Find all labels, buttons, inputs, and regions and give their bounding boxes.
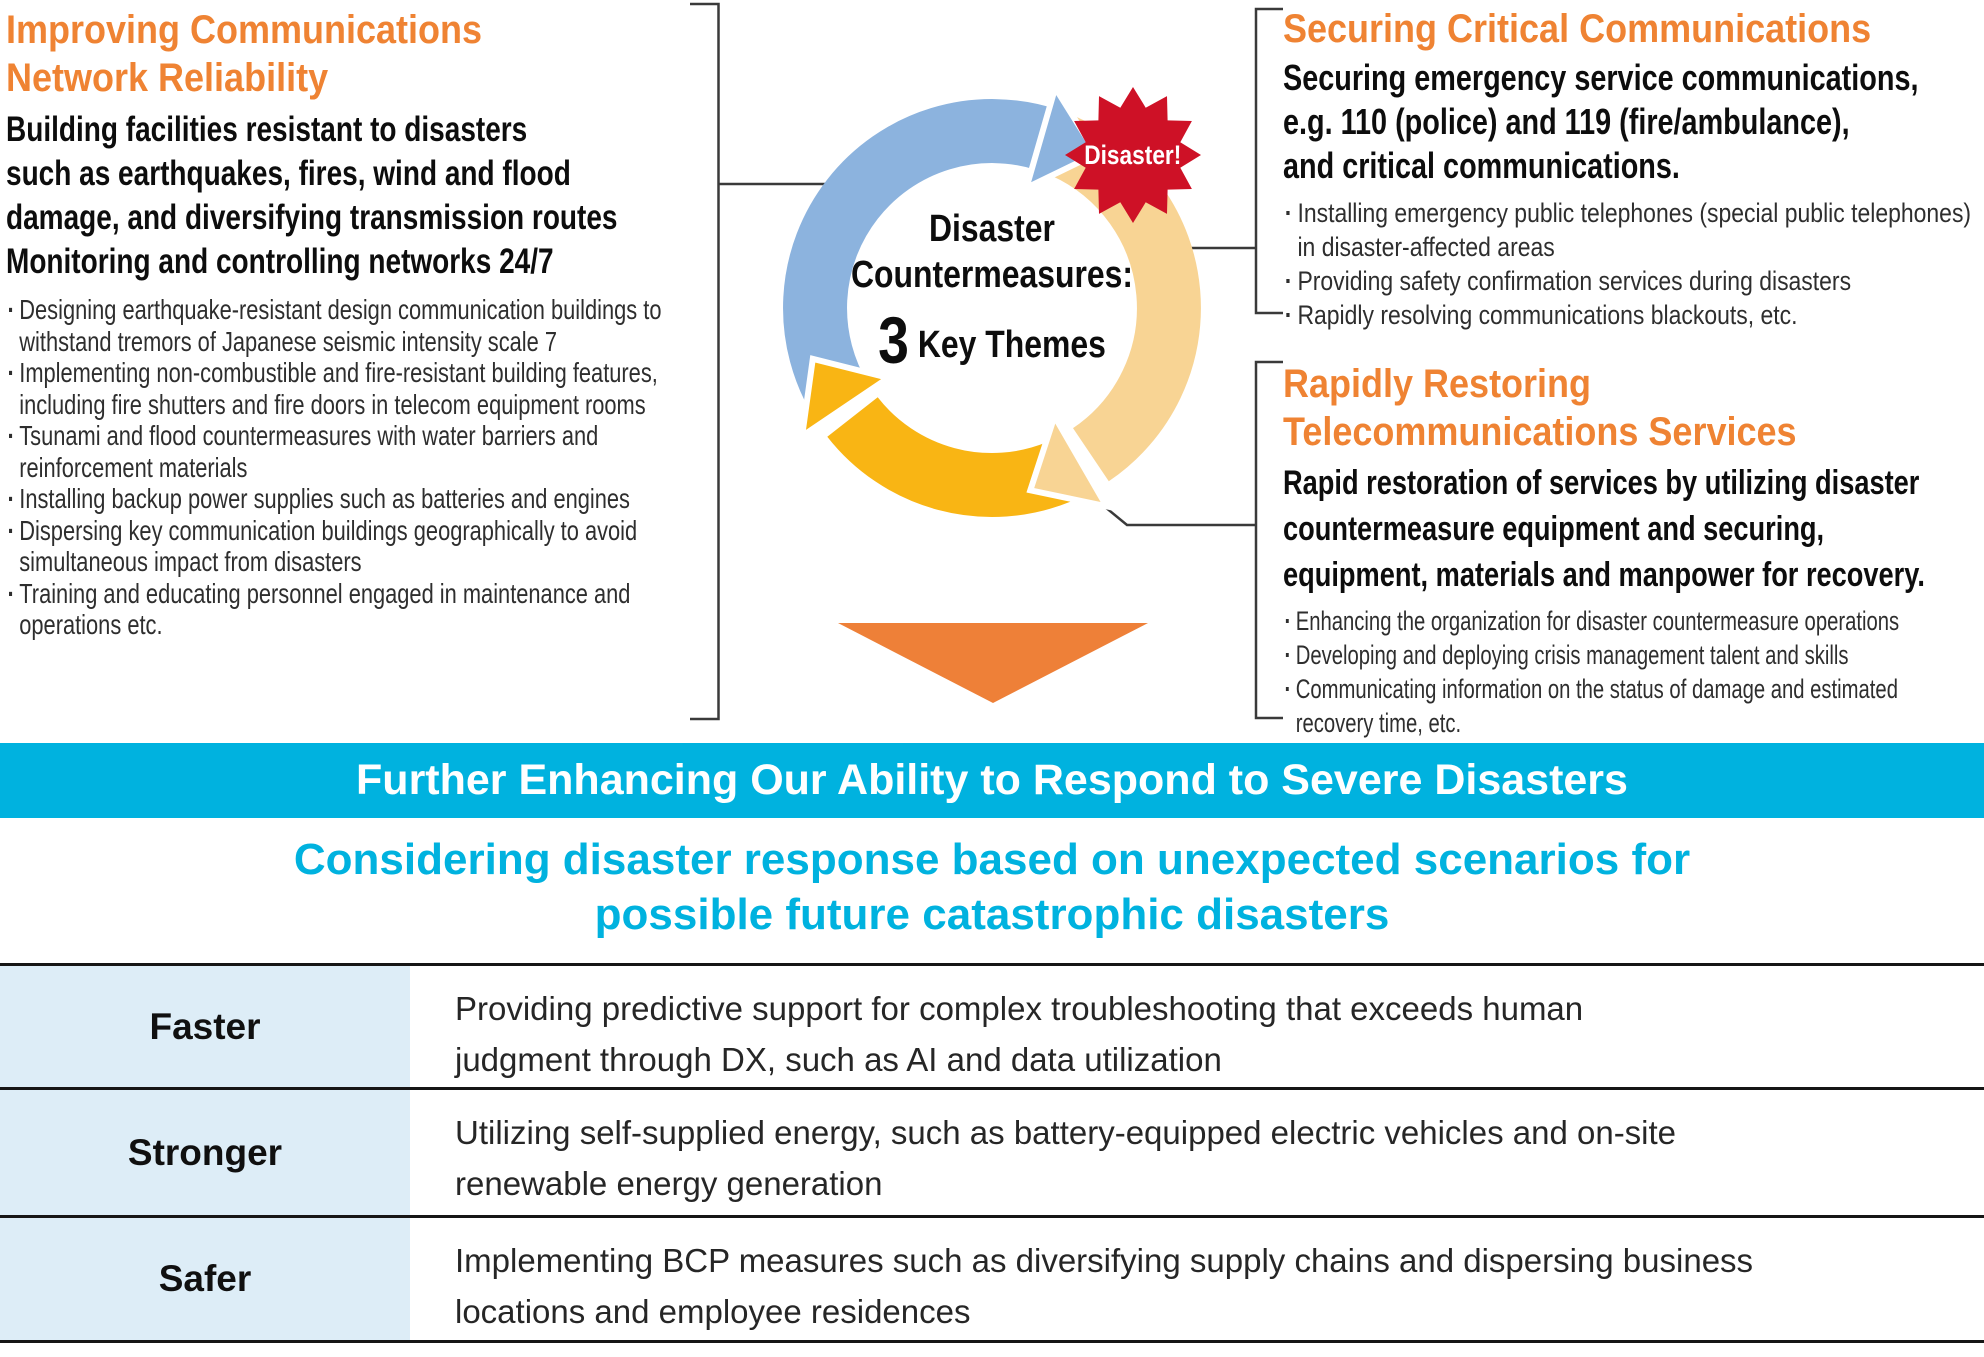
left-heading-line1: Improving Communications bbox=[6, 8, 483, 52]
panel-network-reliability bbox=[6, 6, 694, 641]
cycle-title-line2: Countermeasures: bbox=[850, 254, 1134, 296]
bullet-item: · Designing earthquake-resistant design communication buildings to withstand tremors of Japanese seismic intensity scale 7 bbox=[6, 294, 694, 357]
bullet-item: · Installing emergency public telephones (special public telephones) in disaster-affected areas bbox=[1283, 196, 1981, 264]
bullet-item: · Implementing non-combustible and fire-resistant building features, including fire shutters and fire doors in telecom equipment rooms bbox=[6, 357, 694, 420]
disaster-badge-text: Disaster! bbox=[1084, 139, 1182, 170]
bullet-item: · Dispersing key communication buildings geographically to avoid simultaneous impact from disasters bbox=[6, 515, 694, 578]
table-text-line: Implementing BCP measures such as diversifying supply chains and dispersing business bbox=[455, 1242, 1754, 1279]
table-row-safer bbox=[0, 1215, 1984, 1343]
bullet-item: · Communicating information on the status of damage and estimated recovery time, etc. bbox=[1283, 672, 1981, 740]
right-top-bullet-list bbox=[1283, 196, 1981, 332]
bracket-left bbox=[690, 4, 719, 719]
bullet-item: · Developing and deploying crisis management talent and skills bbox=[1283, 638, 1981, 672]
right-bottom-heading-line: Rapidly Restoring bbox=[1283, 362, 1592, 406]
response-table bbox=[0, 963, 1984, 1343]
table-text-line: judgment through DX, such as AI and data utilization bbox=[455, 1041, 1222, 1078]
cycle-count-line bbox=[824, 302, 1160, 378]
right-bottom-sub-line: countermeasure equipment and securing, bbox=[1283, 510, 1825, 548]
right-top-heading bbox=[1283, 6, 1981, 52]
scenario-heading-line1: Considering disaster response based on unexpected scenarios for bbox=[293, 835, 1691, 884]
right-top-heading-line: Securing Critical Communications bbox=[1283, 7, 1872, 51]
cycle-title-line1: Disaster bbox=[929, 208, 1055, 250]
right-bottom-sub-line: equipment, materials and manpower for recovery. bbox=[1283, 556, 1925, 594]
right-bottom-heading bbox=[1283, 360, 1981, 456]
cycle-center-label bbox=[792, 206, 1192, 378]
table-text-line: renewable energy generation bbox=[455, 1165, 883, 1202]
table-text-line: Providing predictive support for complex troubleshooting that exceeds human bbox=[455, 990, 1584, 1027]
disaster-badge-label bbox=[1053, 129, 1213, 181]
left-heading-line2: Network Reliability bbox=[6, 56, 329, 100]
right-top-subheading bbox=[1283, 56, 1981, 188]
right-top-sub-line: Securing emergency service communications, bbox=[1283, 57, 1919, 98]
right-bottom-subheading bbox=[1283, 460, 1981, 598]
table-row-label: Safer bbox=[0, 1218, 410, 1340]
bullet-item: · Enhancing the organization for disaster countermeasure operations bbox=[1283, 604, 1981, 638]
left-subheading bbox=[6, 108, 694, 284]
right-bottom-bullet-list bbox=[1283, 604, 1981, 740]
right-bottom-heading-line: Telecommunications Services bbox=[1283, 410, 1797, 454]
panel-critical-communications bbox=[1283, 6, 1981, 332]
banner-text: Further Enhancing Our Ability to Respond to Severe Disasters bbox=[356, 756, 1628, 804]
left-sub-line: such as earthquakes, fires, wind and flood bbox=[6, 154, 571, 193]
left-sub-line: damage, and diversifying transmission routes bbox=[6, 198, 618, 237]
bullet-item: · Providing safety confirmation services during disasters bbox=[1283, 264, 1981, 298]
table-row-text bbox=[410, 1218, 1763, 1340]
table-row-label: Stronger bbox=[0, 1090, 410, 1215]
bullet-item: · Installing backup power supplies such as batteries and engines bbox=[6, 483, 694, 515]
table-row-label: Faster bbox=[0, 966, 410, 1087]
down-arrow-triangle bbox=[838, 623, 1148, 703]
table-text-line: locations and employee residences bbox=[455, 1293, 971, 1330]
left-bullet-list bbox=[6, 294, 694, 641]
right-top-sub-line: and critical communications. bbox=[1283, 145, 1680, 186]
cycle-arc-yellow bbox=[853, 417, 1059, 485]
table-row-text bbox=[410, 1090, 1686, 1215]
right-bottom-sub-line: Rapid restoration of services by utilizing disaster bbox=[1283, 464, 1920, 502]
bullet-item: · Rapidly resolving communications blackouts, etc. bbox=[1283, 298, 1981, 332]
left-sub-line: Building facilities resistant to disasters bbox=[6, 110, 528, 149]
cycle-count-label: Key Themes bbox=[908, 324, 1106, 366]
scenario-heading bbox=[0, 832, 1984, 942]
table-row-faster bbox=[0, 963, 1984, 1087]
table-text-line: Utilizing self-supplied energy, such as battery-equipped electric vehicles and on-site bbox=[455, 1114, 1677, 1151]
panel-restoring-services bbox=[1283, 360, 1981, 740]
bracket-right-top bbox=[1256, 9, 1283, 313]
bracket-right-bottom bbox=[1256, 362, 1283, 718]
table-row-stronger bbox=[0, 1087, 1984, 1215]
banner-severe-disasters bbox=[0, 743, 1984, 818]
left-sub-line: Monitoring and controlling networks 24/7 bbox=[6, 242, 554, 281]
bullet-item: · Training and educating personnel engaged in maintenance and operations etc. bbox=[6, 578, 694, 641]
bullet-item: · Tsunami and flood countermeasures with water barriers and reinforcement materials bbox=[6, 420, 694, 483]
scenario-heading-line2: possible future catastrophic disasters bbox=[594, 890, 1390, 939]
right-top-sub-line: e.g. 110 (police) and 119 (fire/ambulance), bbox=[1283, 101, 1850, 142]
table-row-text bbox=[410, 966, 1593, 1087]
left-heading bbox=[6, 6, 694, 102]
cycle-count: 3 bbox=[878, 303, 909, 377]
